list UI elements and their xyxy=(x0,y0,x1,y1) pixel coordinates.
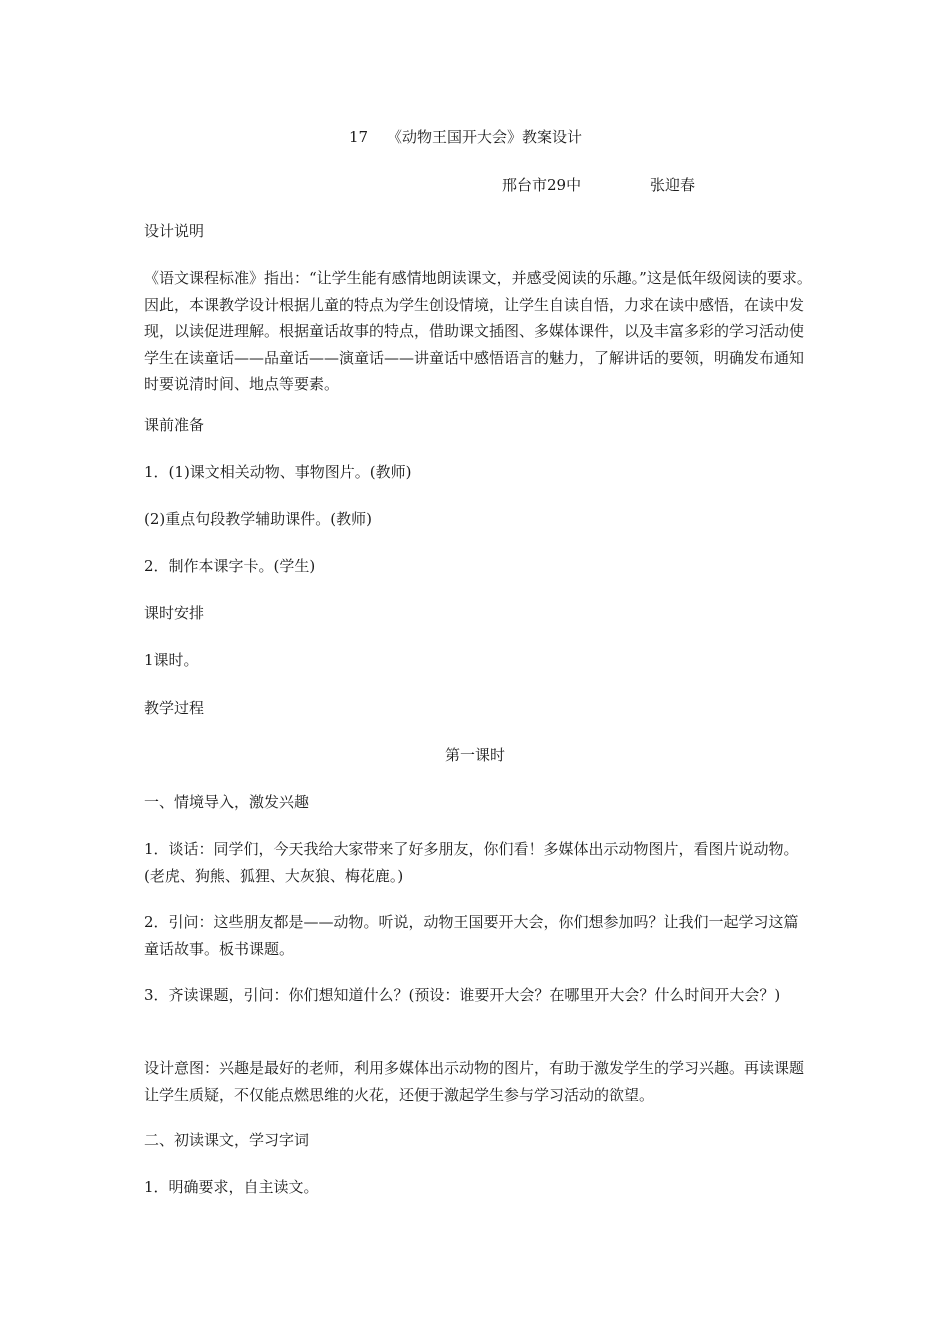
part2-heading: 二、初读课文，学习字词 xyxy=(144,1131,310,1149)
prep-item: 2．制作本课字卡。(学生) xyxy=(144,557,316,575)
part1-item: 1．谈话：同学们，今天我给大家带来了好多朋友，你们看！多媒体出示动物图片，看图片说动物。(老虎、狗熊、狐狸、大灰狼、梅花鹿。) xyxy=(144,840,799,885)
lesson-title: 《动物王国开大会》教案设计 xyxy=(387,128,583,146)
part1-item: 3．齐读课题，引问：你们想知道什么？(预设：谁要开大会？在哪里开大会？什么时间开大会？) xyxy=(144,986,781,1004)
process-heading: 教学过程 xyxy=(144,699,205,717)
prep-item: (2)重点句段教学辅助课件。(教师) xyxy=(144,510,372,528)
design-paragraph: 《语文课程标准》指出：“让学生能有感情地朗读课文，并感受阅读的乐趣。”这是低年级阅读的要求。因此，本课教学设计根据儿童的特点为学生创设情境，让学生自读自悟，力求在读中感悟，在读中发现，以读促进理解。根据童话故事的特点，借助课文插图、多媒体课件，以及丰富多彩的学习活动使学生在读童话——品童话——演童话——讲童话中感悟语言的魅力，了解讲话的要领，明确发布通知时要说清时间、地点等要素。 xyxy=(144,269,812,393)
part1-item: 2．引问：这些朋友都是——动物。听说，动物王国要开大会，你们想参加吗？让我们一起学习这篇童话故事。板书课题。 xyxy=(144,913,799,958)
period-heading: 第一课时 xyxy=(444,746,505,764)
prep-item: 1．(1)课文相关动物、事物图片。(教师) xyxy=(144,463,412,481)
author-name: 张迎春 xyxy=(650,176,696,194)
schedule-heading: 课时安排 xyxy=(144,604,205,622)
prep-heading: 课前准备 xyxy=(144,416,205,434)
school-name: 邢台市29中 xyxy=(502,176,582,194)
part2-item: 1．明确要求，自主读文。 xyxy=(144,1178,319,1196)
part1-intent: 设计意图：兴趣是最好的老师，利用多媒体出示动物的图片，有助于激发学生的学习兴趣。再读课题让学生质疑，不仅能点燃思维的火花，还便于激起学生参与学习活动的欲望。 xyxy=(144,1059,805,1104)
part1-heading: 一、情境导入，激发兴趣 xyxy=(144,793,310,811)
design-heading: 设计说明 xyxy=(144,222,205,240)
document-title xyxy=(349,124,582,150)
author-line xyxy=(502,172,695,198)
schedule-text: 1课时。 xyxy=(144,651,199,669)
lesson-number: 17 xyxy=(349,128,369,146)
